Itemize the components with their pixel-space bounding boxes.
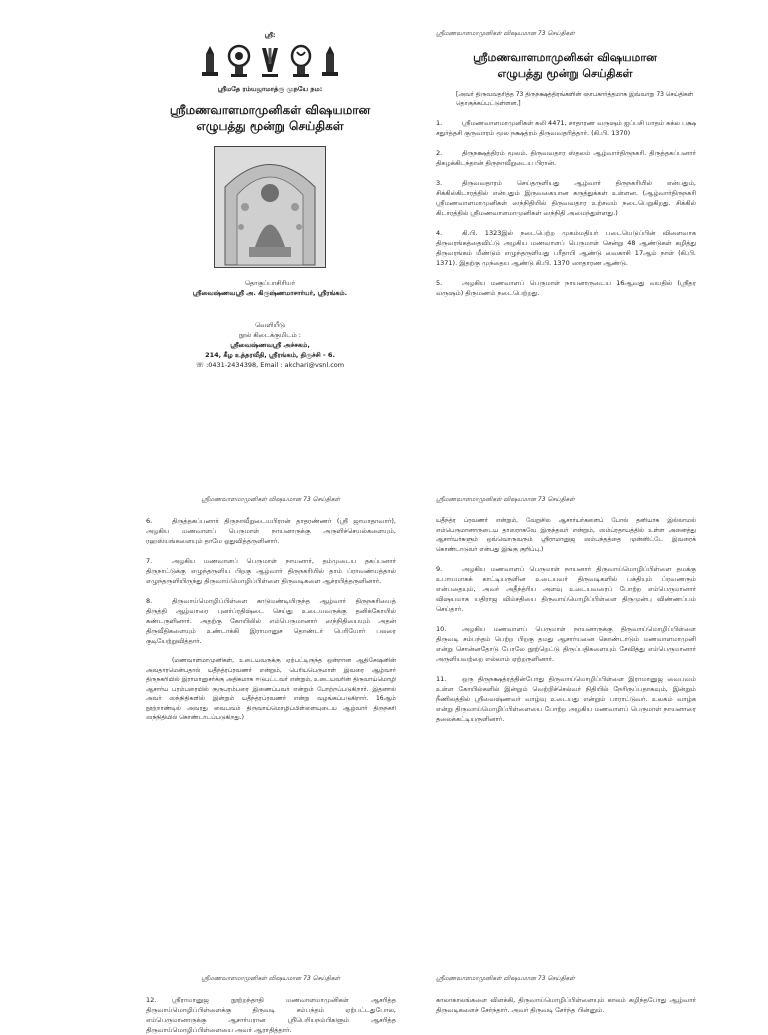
para-text: அழகிய மணவாளப் பெருமாள் நாயனாருக்கு திருவாய்மொழிப்பிள்ளை திருவடி சம்பந்தம் பெற்ற பிறகு தமது ஆசார்யனை கொண்டாடும் மணவாளமாமுனி என்று சொன்னதோடு போலே நூற்றெட்டு திருப்பதிகளையும் சேவித்து எம்பெருமானார் அருளியவற்றை எல்லாம் ஏற்றருளினார்.: [436, 625, 696, 663]
para-number: 4.: [436, 229, 443, 237]
publisher-address: [140, 340, 400, 370]
intro-note: [அவர் திருவவதரித்த 73 திருநக்ஷத்திரங்களின் ஞாபகார்த்தமாக இவ்வாறு 73 செய்திகள் தொகுக்கப்பட்டுள்ளன.]: [456, 91, 694, 107]
paragraph: [146, 556, 396, 586]
invocation: ஸ்ரீ:: [264, 31, 276, 39]
page-bottom-right: [430, 975, 700, 1024]
page-title-line1: ஸ்ரீமணவாளமாமுனிகள் விஷயமான: [473, 51, 657, 64]
lamp-icon: [318, 44, 342, 78]
paragraph: [436, 674, 696, 724]
salutation: ஸ்ரீமதே ரம்யஜாமாத்ரு முநயே நம:: [217, 85, 323, 93]
paragraph: [436, 118, 696, 138]
running-header: ஸ்ரீமணவாளமாமுனிகள் விஷயமான 73 செய்திகள்: [436, 30, 575, 37]
para-number: 7.: [146, 557, 153, 565]
page-top-right: [430, 30, 700, 490]
book-title-line1: ஸ்ரீமணவாளமாமுனிகள் விஷயமான: [169, 103, 371, 117]
para-number: 2.: [436, 149, 443, 157]
para-text: கி.பி. 1323இல் நடைபெற்ற முகம்மதியர் படையெடுப்பின் விளைவாக திருவரங்கத்தைவிட்டு அழகிய மணவாளப் பெருமாள் சென்று 48 ஆண்டுகள் கழித்து திருவரங்கம் மீண்டும் எழுந்தருளியது பரீதாபி ஆண்டு வைகாசி 17ஆம் நாள் (கி.பி. 1371). இதற்கு முந்தைய ஆண்டு கி.பி. 1370 ஸாதாரண ஆண்டு.: [436, 229, 696, 267]
paragraph-continuation: யதீந்த்ர ப்ரவணர் என்றும், வேறுசில ஆசார்யர்களைப் போல் தனியாக இல்லாமல் எம்பெருமானாருடைய தாஸராகவே இருந்தவர் என்றும், ஸம்ப்ரதாயத்தில் உள்ள அனைத்து ஆசார்யர்களும் ஒவ்வொருவரும் ஸ்ரீராமானுஜ ஸம்பந்தத்தை முன்னிட்டே இவரைக் கொண்டாடுவர் என்பது இங்கு குறிப்பு.): [436, 517, 696, 553]
para-number: 3.: [436, 179, 443, 187]
paragraph: [146, 596, 396, 646]
para-text: (மணவாளமாமுனிகள், உடையவருக்கு ஏற்பட்டிருந்த ஒன்றான ஆதிசேஷனின் அவதாரமென்பதால் யதீந்த்ரப்ரவணர் என்றும், பெரியபெருமாள் இவரை ஆழ்வார் திருநகரியில் இராமானுசர்க்கு அதிகமாக ஈடுபட்டவர் என்றும், உடையவரின் திருவாய்மொழி ஆசார்ய பரம்பரையில் குருபரம்பரை இணைப்பவர் என்றும் போற்றப்படுகிறார். இதனால் அவர் ஸந்நிதிகளில் இன்றும் யதீந்த்ரப்ரவணர் என்று வழங்கப்படுகிறார். 16ஆம் நூற்றாண்டில் அவரது வைபவம் திருவாய்மொழிப்பிள்ளையுடைய ஆழ்வார் திருநகரி ஸந்நிதியில் கொண்டாடப்படுகிறது.): [146, 657, 396, 721]
page-bottom-left: [140, 975, 400, 1034]
sankha-chakra-emblem: [140, 44, 400, 78]
address-line2: 214, கீழ உத்தரவீதி, ஸ்ரீரங்கம், திருச்சி - 6.: [205, 351, 335, 359]
running-header: ஸ்ரீமணவாளமாமுனிகள் விஷயமான 73 செய்திகள்: [436, 496, 575, 503]
running-header: ஸ்ரீமணவாளமாமுனிகள் விஷயமான 73 செய்திகள்: [436, 975, 575, 982]
para-text: ஒரு திருநக்ஷத்ரத்தின்போது திருவாய்மொழிப்பிள்ளை இராமானுஜ வைபவம் உள்ள கோயில்களில் இன்றும் வெற்றிச்செல்வர் நிதியில் நேரிருப்பதாகவும், இன்றும் நீணிலத்தில் ஸ்ரீவைஷ்ணவர் வாழ்வு உடையது என்றும் பாராட்டுவர். உலகம் வாழ்க என்று திருவாய்மொழிப்பிள்ளையை போற்ற அழகிய மணவாளப் பெருமாள் நாயனாரை தலைக்கட்டியருளினார்.: [436, 675, 696, 723]
namam-icon: [256, 44, 284, 78]
para-number: 5.: [436, 279, 443, 287]
para-text: ஸ்ரீராமானுஜ நூற்றந்தாதி மணவாளமாமுனிகள் ஆசரித்த திருவாய்மொழிப்பிள்ளைக்கு திருவடி சம்பந்தம் ஏற்பட்டதுபோல, எம்பெருமானாருக்கு ஆசார்யரான ஸ்ரீபெரியநம்பிகளும் ஆசரித்த திருவாய்மொழிப்பிள்ளையை அவர் ஆராதித்தார்.: [146, 996, 396, 1034]
para-text: திருவாய்மொழிப்பிள்ளை காடுமண்டியிருந்த ஆழ்வார் திருநகரியைத் திருத்தி ஆழ்வாரை புனர்ப்ரதிஷ்டை செய்து உடையவருக்கு தனிக்கோயில் கண்டருளினார். அதற்கு கோயிலில் எம்பெருமானார் ஸந்நிதியையும் அதன் திருவீதிகளையும் உண்டாக்கி இராமானுச தொண்டர் பெரியோர் பலரை குடியேற்றுவித்தார்.: [146, 597, 396, 645]
title-page: [140, 30, 400, 490]
address-line1: ஸ்ரீவைஷ்ணவஸ்ரீ அச்சகம்,: [230, 341, 310, 349]
paragraph: [146, 516, 396, 546]
para-number: 12.: [146, 996, 157, 1004]
book-title: [140, 102, 400, 134]
page-middle-right: [430, 496, 700, 986]
publisher-label: வெளியீடு: [255, 321, 285, 329]
running-header: ஸ்ரீமணவாளமாமுனிகள் விஷயமான 73 செய்திகள்: [201, 975, 340, 982]
paragraph: காலாகாலங்களை விளக்கி, திருவாய்மொழிப்பிள்ளையும் காலம் கழிந்தபோது ஆழ்வார் திருவடிகளைச் சேர்ந்தார். அவர் திருவடி சேர்ந்த பின்னும்.: [436, 996, 696, 1014]
lamp-icon: [198, 44, 222, 78]
paragraph: [436, 178, 696, 218]
para-number: 9.: [436, 565, 443, 573]
compiler-label: தொகுப்பாசிரியர்: [244, 279, 296, 287]
page-middle-left: [140, 496, 400, 986]
paragraph: [146, 995, 396, 1035]
para-text: அழகிய மணவாளப் பெருமாள் நாயனார் திருவாய்மொழிப்பிள்ளை தமக்கு உபாயமாகக் காட்டியருளின உடையவர் திருவடிகளில் பக்தியும் ப்ரவணரும் என்பதையும், அவர் அதீந்த்ரிய அளவு உடையவரைப் போற்ற எம்பெருமானார் விஷயமாக யதிராஜ விம்சதியை திருவாய்மொழிப்பிள்ளை திருமுன்பு விண்ணப்பம் செய்தார்.: [436, 565, 696, 613]
running-header: ஸ்ரீமணவாளமாமுனிகள் விஷயமான 73 செய்திகள்: [201, 496, 340, 503]
page-title-line2: எழுபத்து மூன்று செய்திகள்: [497, 67, 633, 80]
para-number: 11.: [436, 675, 447, 683]
para-text: திருத்தகப்பனார் திருநாவீறுடையபிரான் தாதரண்ணர் (ஸ்ரீ ஜாமாதாவார்), அழகிய மணவாளப் பெருமாள் நாயனாருக்கு அருளிச்செயல்களையும், ரஹஸ்யங்களையும் தாமே ஓதுவித்தருளினார்.: [146, 517, 396, 545]
paragraph: [436, 148, 696, 168]
compiler-name: ஸ்ரீவைஷ்ணவஸ்ரீ அ. கிருஷ்ணமாசார்யர், ஸ்ரீரங்கம்.: [192, 289, 348, 297]
para-text: திருநக்ஷத்திரம் மூலம். திருவவதார ஸ்தலம் ஆழ்வார்திருநகரி. திருத்தகப்பனார் திகழக்கிடந்தான் திருநாவீறுடைய பிரான்.: [436, 149, 696, 167]
para-text: ஸ்ரீமணவாளமாமுனிகள் கலி 4471, சாதாரண வருஷம் ஐப்பசி மாதம் சுக்ல பக்ஷ சதுர்த்தசி குருவாரம் மூல நக்ஷத்ரம் திருவவதரித்தார். (கி.பி. 1370): [436, 119, 696, 137]
chakra-icon: [225, 44, 253, 78]
deity-cover-image: [214, 146, 326, 268]
page-title: [430, 50, 700, 82]
paragraph: [436, 624, 696, 664]
book-title-line2: எழுபத்து மூன்று செய்திகள்: [196, 119, 344, 133]
paragraph: [436, 278, 696, 298]
para-number: 6.: [146, 517, 153, 525]
para-text: அழகிய மணவாளப் பெருமாள் நாயனாருடைய 16ஆவது வயதில் (ஸ்ரீதர வருஷம்) திருமணம் நடைபெற்றது.: [436, 279, 696, 297]
sankha-icon: [287, 44, 315, 78]
para-text: அழகிய மணவாளப் பெருமாள் நாயனார், தம்முடைய தகப்பனார் திருநாட்டுக்கு எழுந்தருளிய பிறகு ஆழ்வார் திருநகரியில் தாம் ப்ராவண்யத்தால் எழுந்தருளியிருந்து திருவாய்மொழிப்பிள்ளை திருவடிகளை ஆச்ரயித்தருளினார்.: [146, 557, 396, 585]
paragraph-note: [146, 656, 396, 723]
para-number: 8.: [146, 597, 153, 605]
paragraph: [436, 228, 696, 268]
para-text: திருவவதாரம் செய்தருளியது ஆழ்வார் திருநகரியில் என்பதும், சிக்கில்கிடாரத்தில் என்பதும் இருவகையான கருத்துக்கள் உள்ளன. (ஆழ்வார்திருநகரி ஸ்ரீமணவாளமாமுனிகள் ஸந்நிதியில் திருவவதார உற்சவம் நடைபெறுகிறது. சிக்கில் கிடாரத்தில் ஸ்ரீமணவாளமாமுனிகள் ஸந்நிதி அமைந்துள்ளது.): [436, 179, 696, 217]
contact-info: ☏ :0431-2434398, Email : akchari@vsnl.com: [195, 361, 345, 369]
para-number: 10.: [436, 625, 447, 633]
para-number: 1.: [436, 119, 443, 127]
copies-label: நூல் கிடைக்குமிடம் :: [239, 331, 301, 339]
paragraph: [436, 564, 696, 614]
